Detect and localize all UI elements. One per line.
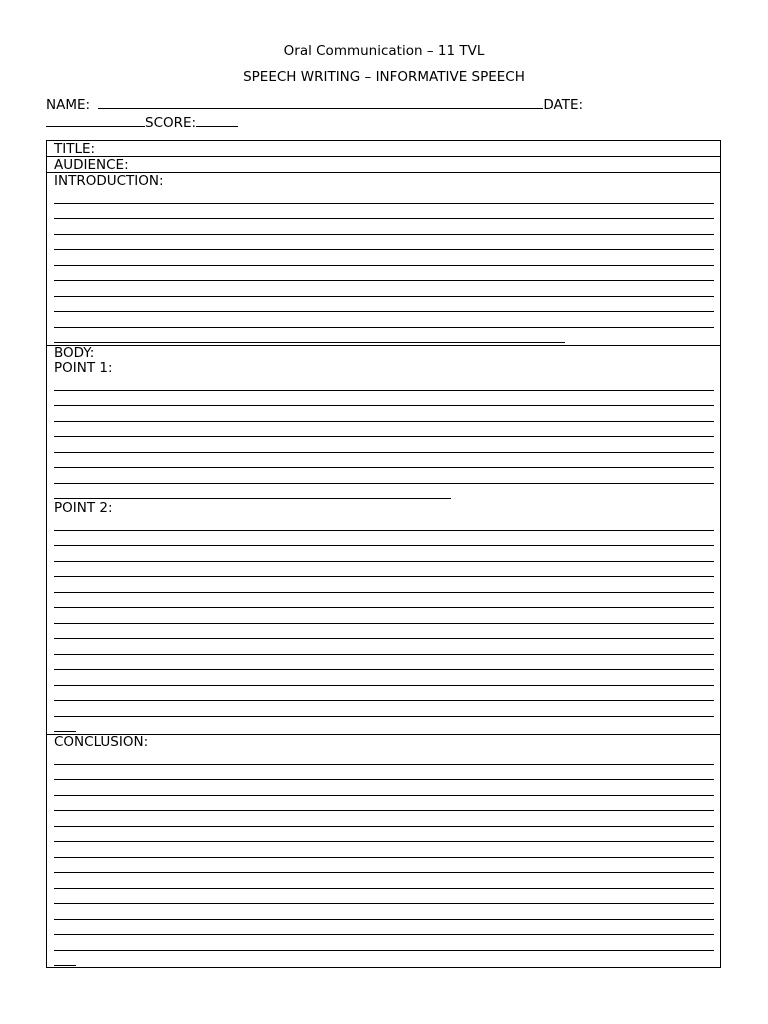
date-score-row <box>46 113 238 132</box>
activity-title: SPEECH WRITING – INFORMATIVE SPEECH <box>243 69 525 85</box>
writing-line[interactable] <box>54 841 714 842</box>
writing-line[interactable] <box>54 234 714 235</box>
introduction-label: INTRODUCTION: <box>54 173 164 189</box>
writing-line[interactable] <box>54 731 76 732</box>
writing-line[interactable] <box>54 654 714 655</box>
writing-line[interactable] <box>54 203 714 204</box>
conclusion-label: CONCLUSION: <box>54 734 149 750</box>
speech-outline-form <box>46 140 721 968</box>
writing-line[interactable] <box>54 327 714 328</box>
divider <box>47 345 720 346</box>
writing-line[interactable] <box>54 638 714 639</box>
writing-line[interactable] <box>54 669 714 670</box>
writing-line[interactable] <box>54 810 714 811</box>
score-label: SCORE: <box>145 115 197 131</box>
writing-line[interactable] <box>54 311 714 312</box>
writing-line[interactable] <box>54 483 714 484</box>
name-blank[interactable] <box>98 95 543 109</box>
writing-line[interactable] <box>54 498 451 499</box>
writing-line[interactable] <box>54 467 714 468</box>
writing-line[interactable] <box>54 436 714 437</box>
writing-line[interactable] <box>54 623 714 624</box>
writing-line[interactable] <box>54 888 714 889</box>
writing-line[interactable] <box>54 607 714 608</box>
writing-line[interactable] <box>54 872 714 873</box>
writing-line[interactable] <box>54 530 714 531</box>
writing-line[interactable] <box>54 857 714 858</box>
writing-line[interactable] <box>54 700 714 701</box>
writing-line[interactable] <box>54 561 714 562</box>
score-blank[interactable] <box>196 113 238 127</box>
writing-line[interactable] <box>54 421 714 422</box>
point-1-label: POINT 1: <box>54 360 113 376</box>
writing-line[interactable] <box>54 795 714 796</box>
writing-line[interactable] <box>54 296 714 297</box>
writing-line[interactable] <box>54 342 565 343</box>
writing-line[interactable] <box>54 545 714 546</box>
writing-line[interactable] <box>54 592 714 593</box>
writing-line[interactable] <box>54 685 714 686</box>
writing-line[interactable] <box>54 950 714 951</box>
body-label: BODY: <box>54 345 95 361</box>
writing-line[interactable] <box>54 764 714 765</box>
writing-line[interactable] <box>54 390 714 391</box>
writing-line[interactable] <box>54 965 76 966</box>
writing-line[interactable] <box>54 826 714 827</box>
title-field-label: TITLE: <box>54 141 96 157</box>
date-blank[interactable] <box>46 113 145 127</box>
writing-line[interactable] <box>54 903 714 904</box>
point-2-label: POINT 2: <box>54 500 113 516</box>
divider <box>47 156 720 157</box>
writing-line[interactable] <box>54 405 714 406</box>
writing-line[interactable] <box>54 934 714 935</box>
writing-line[interactable] <box>54 919 714 920</box>
name-date-row <box>46 95 583 114</box>
writing-line[interactable] <box>54 249 714 250</box>
writing-line[interactable] <box>54 576 714 577</box>
writing-line[interactable] <box>54 779 714 780</box>
writing-line[interactable] <box>54 218 714 219</box>
date-label: DATE: <box>543 97 584 113</box>
writing-line[interactable] <box>54 265 714 266</box>
name-label: NAME: <box>46 97 91 113</box>
writing-line[interactable] <box>54 716 714 717</box>
writing-line[interactable] <box>54 452 714 453</box>
writing-line[interactable] <box>54 280 714 281</box>
audience-field-label: AUDIENCE: <box>54 157 129 173</box>
course-title: Oral Communication – 11 TVL <box>283 43 485 59</box>
